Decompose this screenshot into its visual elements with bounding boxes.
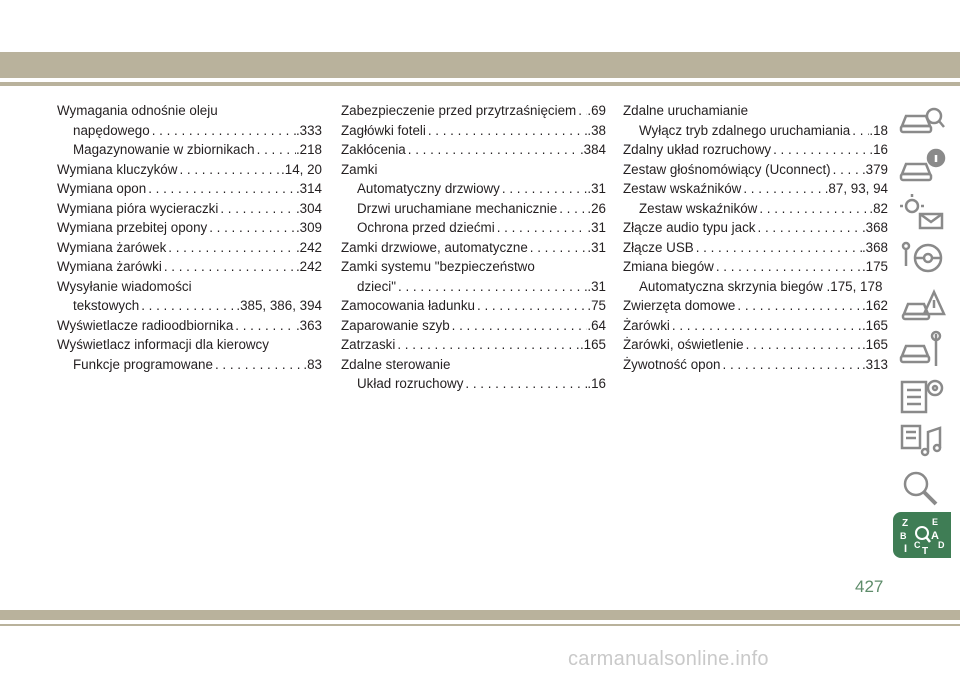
index-entry-page[interactable]: .31 bbox=[587, 181, 606, 196]
leader-dots bbox=[162, 257, 296, 277]
index-entry-term: Żarówki bbox=[623, 317, 670, 333]
index-entry-term: Wymiana żarówki bbox=[57, 259, 162, 274]
leader-dots bbox=[406, 140, 580, 160]
leader-dots bbox=[757, 199, 869, 219]
index-entry-page[interactable]: .313 bbox=[861, 356, 888, 372]
index-entry-page[interactable]: .64 bbox=[587, 317, 606, 333]
leader-dots bbox=[756, 218, 862, 238]
index-entry bbox=[341, 316, 606, 336]
index-entry bbox=[57, 101, 322, 121]
index-entry-page[interactable]: .83 bbox=[303, 356, 322, 372]
index-entry bbox=[341, 257, 606, 277]
leader-dots bbox=[495, 218, 588, 238]
index-entry-term: Zatrzaski bbox=[341, 337, 396, 352]
leader-dots bbox=[475, 296, 587, 316]
index-entry-term: Automatyczna skrzynia biegów .175, 178 bbox=[639, 278, 883, 294]
index-entry bbox=[57, 179, 322, 199]
car-wrench-icon bbox=[898, 330, 946, 370]
index-entry bbox=[341, 140, 606, 160]
index-entry-term: Wymiana pióra wycieraczki bbox=[57, 200, 219, 216]
index-entry bbox=[623, 335, 888, 355]
index-entry-page[interactable]: .16 bbox=[587, 376, 606, 391]
index-entry-term: Funkcje programowane bbox=[73, 356, 213, 372]
index-entry-term: Zdalne uruchamianie bbox=[623, 103, 749, 118]
leader-dots bbox=[694, 238, 862, 258]
index-entry bbox=[341, 160, 606, 180]
tab-maintenance[interactable] bbox=[893, 374, 951, 418]
index-entry bbox=[623, 316, 888, 336]
tab-multimedia[interactable] bbox=[893, 420, 951, 464]
leader-dots bbox=[150, 121, 296, 141]
tab-letter: C bbox=[914, 540, 921, 550]
maintenance-checklist-icon bbox=[898, 376, 946, 416]
index-entry-term: Zwierzęta domowe bbox=[623, 298, 736, 313]
index-entry bbox=[57, 160, 322, 180]
index-entry-term: Zdalne sterowanie bbox=[341, 356, 451, 372]
index-column-2 bbox=[341, 101, 606, 394]
index-column-1 bbox=[57, 101, 322, 374]
tab-letter: I bbox=[904, 543, 908, 555]
index-entry-term: Zamocowania ładunku bbox=[341, 298, 475, 313]
tab-letter: A bbox=[931, 530, 939, 542]
leader-dots bbox=[213, 355, 303, 375]
index-entry bbox=[57, 199, 322, 219]
tab-letter: B bbox=[900, 531, 907, 541]
leader-dots bbox=[395, 335, 580, 355]
leader-dots bbox=[850, 121, 869, 141]
index-entry bbox=[623, 199, 888, 219]
tab-car-info[interactable] bbox=[893, 144, 951, 188]
index-entry bbox=[341, 199, 606, 219]
leader-dots bbox=[670, 316, 862, 336]
index-entry bbox=[57, 121, 322, 141]
index-entry-page[interactable]: .309 bbox=[295, 220, 322, 235]
index-entry-term: Wyświetlacze radioodbiornika bbox=[57, 317, 234, 333]
index-entry bbox=[341, 179, 606, 199]
tab-letter: T bbox=[922, 546, 929, 555]
index-entry-page[interactable]: .14, 20 bbox=[281, 161, 322, 177]
index-entry-page[interactable]: .379 bbox=[861, 161, 888, 177]
index-entry-page[interactable]: .75 bbox=[587, 298, 606, 313]
dashboard-lights-icon bbox=[898, 192, 946, 232]
index-column-3 bbox=[623, 101, 888, 374]
leader-dots bbox=[744, 335, 862, 355]
index-entry bbox=[57, 257, 322, 277]
tab-car-search[interactable] bbox=[893, 98, 951, 142]
leader-dots bbox=[377, 160, 606, 180]
index-entry bbox=[341, 218, 606, 238]
index-entry-page[interactable]: .384 bbox=[579, 142, 606, 157]
index-entry-term: Ochrona przed dziećmi bbox=[357, 220, 495, 235]
leader-dots bbox=[218, 101, 322, 121]
index-entry-page[interactable]: .304 bbox=[295, 200, 322, 216]
leader-dots bbox=[426, 121, 588, 141]
index-entry bbox=[623, 218, 888, 238]
index-entry-term: Zmiana biegów bbox=[623, 259, 714, 274]
leader-dots bbox=[166, 238, 296, 258]
index-entry-term: Wymiana żarówek bbox=[57, 239, 167, 255]
leader-dots bbox=[233, 316, 296, 336]
index-entry-page[interactable]: .175 bbox=[861, 259, 888, 274]
index-entry-page[interactable]: .333 bbox=[295, 122, 322, 138]
index-entry-term: Zamki bbox=[341, 161, 378, 177]
footer-band bbox=[0, 610, 960, 620]
airbag-steering-icon bbox=[898, 238, 946, 278]
index-entry-term: Żarówki, oświetlenie bbox=[623, 337, 744, 352]
index-entry-page[interactable]: .242 bbox=[295, 239, 322, 255]
index-entry bbox=[341, 296, 606, 316]
index-entry bbox=[341, 121, 606, 141]
leader-dots bbox=[528, 238, 588, 258]
index-entry bbox=[623, 160, 888, 180]
index-entry-page[interactable]: .87, 93, 94 bbox=[824, 181, 888, 196]
index-entry-page[interactable]: .31 bbox=[587, 220, 606, 235]
leader-dots bbox=[255, 140, 296, 160]
index-entry bbox=[623, 277, 888, 297]
footer-rule bbox=[0, 624, 960, 626]
index-entry-page[interactable]: .314 bbox=[295, 181, 322, 196]
index-entry bbox=[57, 355, 322, 375]
index-entry-page[interactable]: .165 bbox=[861, 337, 888, 352]
leader-dots bbox=[396, 277, 587, 297]
index-entry-term: Wyświetlacz informacji dla kierowcy bbox=[57, 337, 269, 352]
leader-dots bbox=[218, 199, 296, 219]
tab-dashboard-lights[interactable] bbox=[893, 190, 951, 234]
index-entry-term: Wymagania odnośnie oleju bbox=[57, 103, 218, 118]
index-entry-term: Żywotność opon bbox=[623, 356, 721, 372]
index-entry bbox=[57, 140, 322, 160]
leader-dots bbox=[500, 179, 587, 199]
index-entry-page[interactable]: .162 bbox=[861, 298, 888, 313]
index-entry-term: Drzwi uruchamiane mechanicznie bbox=[357, 200, 558, 216]
index-entry-term: Wyłącz tryb zdalnego uruchamiania bbox=[639, 122, 851, 138]
tab-warning[interactable] bbox=[893, 282, 951, 326]
index-entry-page[interactable]: .363 bbox=[295, 317, 322, 333]
index-entry-term: Zdalny układ rozruchowy bbox=[623, 142, 772, 157]
index-entry-term: Zamki systemu "bezpieczeństwo bbox=[341, 259, 535, 274]
leader-dots bbox=[192, 277, 322, 297]
tab-index[interactable] bbox=[893, 512, 951, 558]
index-entry bbox=[623, 140, 888, 160]
index-entry-term: Zestaw głośnomówiący (Uconnect) bbox=[623, 161, 831, 177]
index-entry-page[interactable]: .26 bbox=[587, 200, 606, 216]
leader-dots bbox=[139, 296, 236, 316]
index-entry-term: Automatyczny drzwiowy bbox=[357, 181, 500, 196]
index-entry bbox=[341, 277, 606, 297]
multimedia-icon bbox=[898, 422, 946, 462]
index-entry-term: Złącze audio typu jack bbox=[623, 220, 756, 235]
tab-airbag-steering[interactable] bbox=[893, 236, 951, 280]
index-entry bbox=[341, 355, 606, 375]
index-entry-page[interactable]: .165 bbox=[579, 337, 606, 352]
index-entry-term: Złącze USB bbox=[623, 239, 694, 255]
index-entry bbox=[623, 257, 888, 277]
index-entry bbox=[623, 101, 888, 121]
index-entry-term: napędowego bbox=[73, 122, 150, 138]
index-entry-page[interactable]: .82 bbox=[869, 200, 888, 216]
tab-search[interactable] bbox=[893, 466, 951, 510]
leader-dots bbox=[207, 218, 296, 238]
index-entry bbox=[341, 101, 606, 121]
magnifier-icon bbox=[898, 468, 946, 508]
leader-dots bbox=[714, 257, 862, 277]
tab-car-service[interactable] bbox=[893, 328, 951, 372]
index-entry-page[interactable]: .18 bbox=[869, 122, 888, 138]
page-number: 427 bbox=[855, 577, 884, 596]
index-entry-page[interactable]: .38 bbox=[587, 122, 606, 138]
index-az-icon bbox=[898, 515, 946, 555]
leader-dots bbox=[557, 199, 587, 219]
leader-dots bbox=[146, 179, 296, 199]
car-search-icon bbox=[898, 100, 946, 140]
index-entry bbox=[341, 374, 606, 394]
index-entry bbox=[57, 277, 322, 297]
index-entry-term: tekstowych bbox=[73, 298, 140, 313]
index-entry-term: Układ rozruchowy bbox=[357, 376, 464, 391]
watermark: carmanualsonline.info bbox=[568, 648, 769, 670]
leader-dots bbox=[450, 316, 588, 336]
tab-letter: E bbox=[932, 517, 939, 527]
index-entry-term: Zakłócenia bbox=[341, 142, 406, 157]
index-entry-page[interactable]: .368 bbox=[861, 239, 888, 255]
index-entry-term: Wymiana przebitej opony bbox=[57, 220, 208, 235]
header-band bbox=[0, 52, 960, 78]
index-entry bbox=[57, 335, 322, 355]
index-entry bbox=[341, 238, 606, 258]
index-entry-page[interactable]: .31 bbox=[587, 239, 606, 255]
index-entry bbox=[623, 238, 888, 258]
index-entry-term: Zaparowanie szyb bbox=[341, 317, 450, 333]
index-entry-term: Wysyłanie wiadomości bbox=[57, 278, 192, 294]
index-entry bbox=[341, 335, 606, 355]
leader-dots bbox=[735, 296, 862, 316]
index-entry-term: Zamki drzwiowe, automatyczne bbox=[341, 239, 528, 255]
index-entry-term: Wymiana opon bbox=[57, 181, 147, 196]
leader-dots bbox=[576, 101, 587, 121]
index-entry-page[interactable]: .368 bbox=[861, 220, 888, 235]
leader-dots bbox=[741, 179, 824, 199]
leader-dots bbox=[535, 257, 606, 277]
index-entry bbox=[57, 238, 322, 258]
index-entry bbox=[57, 316, 322, 336]
index-entry-page[interactable]: .218 bbox=[295, 142, 322, 157]
index-entry-page[interactable]: .16 bbox=[869, 142, 888, 157]
leader-dots bbox=[748, 101, 888, 121]
leader-dots bbox=[269, 335, 322, 355]
index-entry-page[interactable]: .165 bbox=[861, 317, 888, 333]
chapter-sidebar bbox=[893, 98, 953, 560]
index-entry bbox=[623, 355, 888, 375]
header-rule bbox=[0, 82, 960, 86]
index-entry-term: Zagłówki foteli bbox=[341, 122, 426, 138]
index-entry-term: Wymiana kluczyków bbox=[57, 161, 178, 177]
leader-dots bbox=[882, 277, 888, 297]
car-info-icon bbox=[898, 146, 946, 186]
index-entry-page[interactable]: .31 bbox=[587, 278, 606, 294]
index-entry-page[interactable]: .385, 386, 394 bbox=[236, 298, 322, 313]
index-entry-term: dzieci" bbox=[357, 278, 396, 294]
leader-dots bbox=[450, 355, 606, 375]
index-entry-page[interactable]: .69 bbox=[587, 103, 606, 118]
tab-letter: Z bbox=[902, 518, 909, 529]
leader-dots bbox=[771, 140, 869, 160]
index-entry-term: Zabezpieczenie przed przytrzaśnięciem bbox=[341, 103, 577, 118]
tab-letter: D bbox=[938, 540, 945, 550]
index-entry-page[interactable]: .242 bbox=[295, 259, 322, 274]
index-entry bbox=[623, 179, 888, 199]
index-entry-term: Zestaw wskaźników bbox=[623, 181, 742, 196]
warning-triangle-car-icon bbox=[898, 284, 946, 324]
index-entry-term: Magazynowanie w zbiornikach bbox=[73, 142, 255, 157]
index-entry bbox=[623, 296, 888, 316]
leader-dots bbox=[463, 374, 587, 394]
leader-dots bbox=[831, 160, 862, 180]
leader-dots bbox=[721, 355, 862, 375]
index-entry bbox=[623, 121, 888, 141]
index-entry bbox=[57, 296, 322, 316]
leader-dots bbox=[177, 160, 281, 180]
index-entry bbox=[57, 218, 322, 238]
index-entry-term: Zestaw wskaźników bbox=[639, 200, 758, 216]
